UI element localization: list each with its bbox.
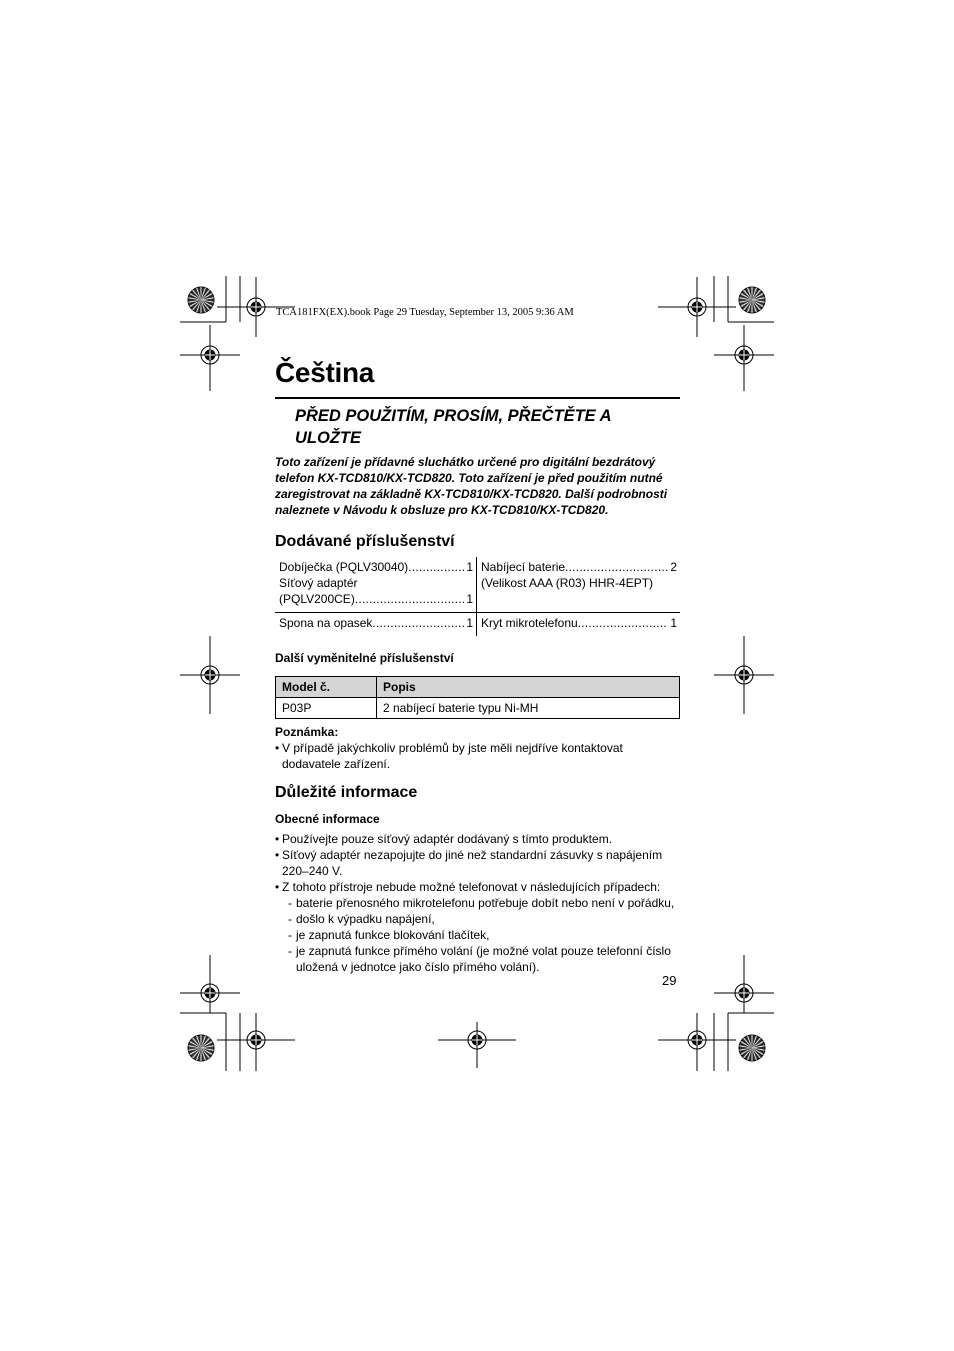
accessory-name: (PQLV200CE) (279, 592, 355, 606)
accessory-clip (279, 615, 473, 631)
accessory-qty: 1 (670, 616, 677, 630)
accessories-heading: Dodávané příslušenství (275, 533, 455, 550)
accessory-battery-detail: (Velikost AAA (R03) HHR-4EPT) (481, 576, 654, 590)
important-list (275, 831, 680, 975)
accessory-charger (279, 559, 473, 575)
accessory-adapter-line1: Síťový adaptér (279, 576, 358, 590)
accessories-cell-left-bottom (275, 612, 477, 636)
list-item: • Síťový adaptér nezapojujte do jiné než standardní zásuvky s napájením 220–240 V. (275, 848, 663, 878)
column-header-model: Model č. (276, 677, 377, 698)
list-item: • Používejte pouze síťový adaptér dodávaný s tímto produktem. (275, 832, 613, 846)
note-title: Poznámka: (275, 725, 339, 739)
sub-list-item: - baterie přenosného mikrotelefonu potřebuje dobít nebo není v pořádku, (288, 896, 675, 910)
page-content (275, 355, 680, 975)
section-subtitle: PŘED POUŽITÍM, PROSÍM, PŘEČTĚTE A ULOŽTE (295, 407, 611, 447)
note-list (275, 740, 680, 772)
accessory-name: Spona na opasek (279, 616, 373, 630)
accessory-qty: 2 (670, 560, 677, 574)
accessory-adapter (279, 591, 473, 607)
accessory-name: Kryt mikrotelefonu (481, 616, 578, 630)
page-title: Čeština (275, 357, 375, 388)
important-heading: Důležité informace (275, 784, 418, 801)
accessory-name: Dobíječka (PQLV30040) (279, 560, 409, 574)
print-header-line: TCA181FX(EX).book Page 29 Tuesday, September 13, 2005 9:36 AM (276, 307, 574, 318)
accessories-cell-right-bottom (477, 612, 680, 636)
accessory-battery (481, 559, 677, 575)
replacement-heading: Další vyměnitelné příslušenství (275, 651, 454, 665)
starburst-dial-icon (188, 1035, 214, 1061)
sub-list-item: - je zapnutá funkce přímého volání (je možné volat pouze telefonní číslo uložená v jednotce jako číslo přímého volání). (288, 944, 671, 974)
general-info-subheading: Obecné informace (275, 812, 380, 826)
list-item: • V případě jakýchkoliv problémů by jste měli nejdříve kontaktovat dodavatele zařízení. (275, 741, 623, 771)
intro-paragraph: Toto zařízení je přídavné sluchátko určené pro digitální bezdrátový telefon KX-TCD810/KX-TCD820. Toto zařízení je před použitím nutné zaregistrovat na základně KX-TCD810/KX-TCD820. Další podrobnosti naleznete v Návodu k obsluze pro KX-TCD810/KX-TCD820. (275, 455, 668, 517)
starburst-dial-icon (739, 1035, 765, 1061)
table-header-row (276, 677, 680, 698)
accessories-grid (275, 557, 680, 636)
accessory-cover (481, 615, 677, 631)
accessory-qty: 1 (466, 560, 473, 574)
accessories-cell-right (477, 557, 680, 612)
page-number: 29 (662, 973, 677, 988)
title-rule (275, 397, 680, 399)
accessories-cell-left (275, 557, 477, 612)
sub-list (282, 895, 680, 975)
replacement-table (275, 676, 680, 719)
accessory-qty: 1 (466, 616, 473, 630)
starburst-dial-icon (188, 287, 214, 313)
column-header-description: Popis (377, 677, 680, 698)
cell-model: P03P (276, 698, 377, 719)
sub-list-item: - je zapnutá funkce blokování tlačítek, (288, 928, 490, 942)
accessory-qty: 1 (466, 592, 473, 606)
sub-list-item: - došlo k výpadku napájení, (288, 912, 435, 926)
accessory-name: Nabíjecí baterie (481, 560, 566, 574)
table-row (276, 698, 680, 719)
starburst-dial-icon (739, 287, 765, 313)
cell-description: 2 nabíjecí baterie typu Ni-MH (377, 698, 680, 719)
list-item: • Z tohoto přístroje nebude možné telefonovat v následujících případech: - baterie přenosného mikrotelefonu potřebuje dobít nebo není v pořádku, - došlo k výpadku napájení, - je zapnutá funkce blokování tlačítek, - je zapnutá funkce přímého volání (je možné volat pouze telefonní číslo uložená v jednotce jako číslo přímého volání). (275, 879, 680, 975)
